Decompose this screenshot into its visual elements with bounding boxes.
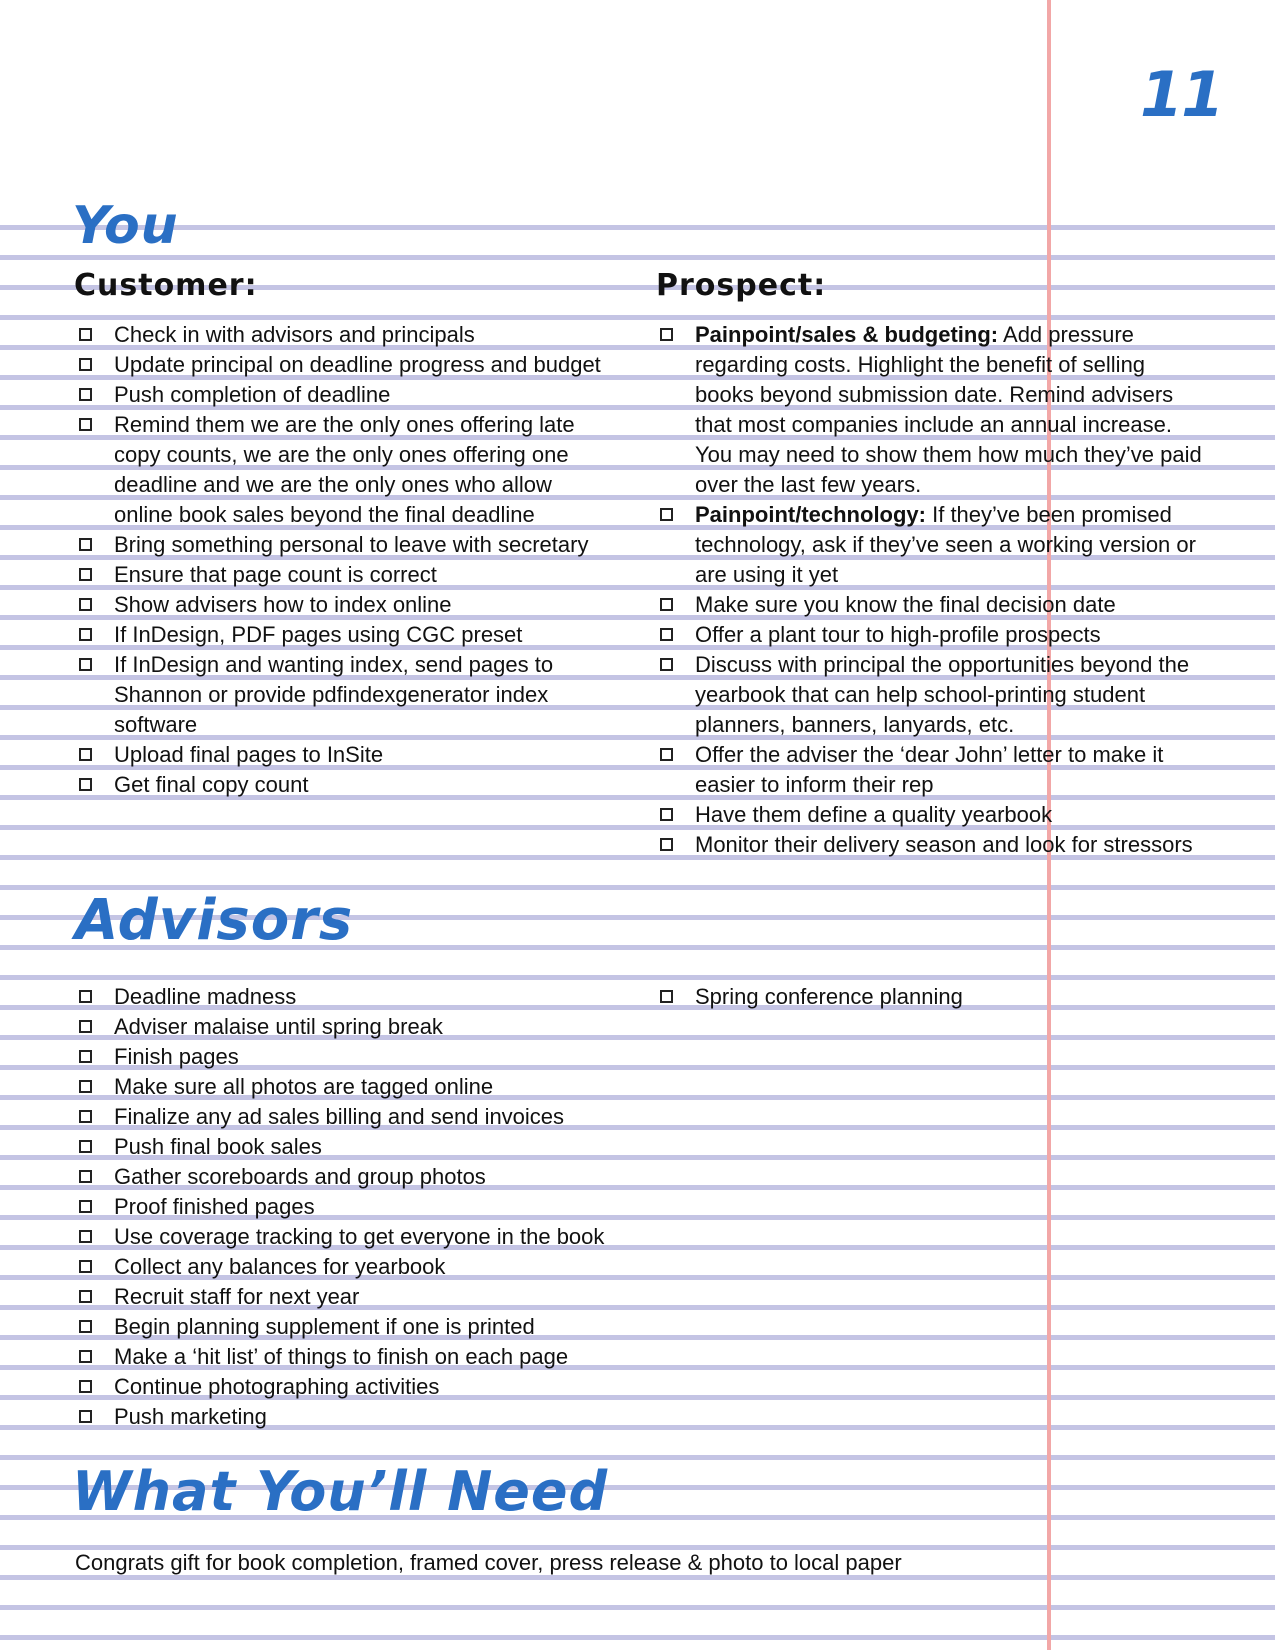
checklist-item-text: Collect any balances for yearbook bbox=[114, 1254, 446, 1279]
checkbox[interactable] bbox=[660, 808, 673, 821]
checkbox[interactable] bbox=[79, 538, 92, 551]
checklist-item bbox=[76, 1132, 636, 1162]
checkbox[interactable] bbox=[660, 748, 673, 761]
checkbox[interactable] bbox=[79, 1080, 92, 1093]
advisors-checklist-right bbox=[657, 982, 1037, 1012]
checkbox[interactable] bbox=[79, 328, 92, 341]
checklist-item-text: Make sure you know the final decision date bbox=[695, 592, 1116, 617]
checklist-item bbox=[76, 410, 616, 530]
checklist-item bbox=[657, 830, 1207, 860]
checkbox[interactable] bbox=[79, 568, 92, 581]
checklist-item bbox=[76, 1012, 636, 1042]
checklist-item-text: Adviser malaise until spring break bbox=[114, 1014, 443, 1039]
checklist-item-text: Bring something personal to leave with secretary bbox=[114, 532, 589, 557]
checklist-item bbox=[657, 650, 1207, 740]
checklist-item-text: Finish pages bbox=[114, 1044, 239, 1069]
checklist-item-text: Make a ‘hit list’ of things to finish on each page bbox=[114, 1344, 569, 1369]
prospect-checklist bbox=[657, 320, 1207, 860]
checkbox[interactable] bbox=[79, 1170, 92, 1183]
checklist-item-text: Make sure all photos are tagged online bbox=[114, 1074, 494, 1099]
checklist-item bbox=[76, 1252, 636, 1282]
checkbox[interactable] bbox=[660, 328, 673, 341]
checkbox[interactable] bbox=[79, 990, 92, 1003]
checklist-item bbox=[76, 1282, 636, 1312]
checklist-item bbox=[76, 560, 616, 590]
checklist-item-text: Use coverage tracking to get everyone in the book bbox=[114, 1224, 605, 1249]
checklist-item bbox=[76, 1072, 636, 1102]
checkbox[interactable] bbox=[79, 358, 92, 371]
checklist-item bbox=[76, 1372, 636, 1402]
checklist-item-text: Offer a plant tour to high-profile prospects bbox=[695, 622, 1101, 647]
section-title-what-youll-need: What You’ll Need bbox=[72, 1460, 609, 1523]
checklist-item-text: Push final book sales bbox=[114, 1134, 322, 1159]
checklist-item-text: If they’ve been promised technology, ask if they’ve seen a working version or are using it yet bbox=[695, 502, 1196, 587]
checklist-item bbox=[76, 1312, 636, 1342]
checkbox[interactable] bbox=[79, 1200, 92, 1213]
page-top-margin bbox=[0, 0, 1275, 222]
checklist-item bbox=[76, 530, 616, 560]
checkbox[interactable] bbox=[79, 1230, 92, 1243]
checklist-item-text: Ensure that page count is correct bbox=[114, 562, 437, 587]
checkbox[interactable] bbox=[79, 658, 92, 671]
section-title-you: You bbox=[72, 196, 179, 256]
checklist-item bbox=[76, 1192, 636, 1222]
checklist-item-text: Recruit staff for next year bbox=[114, 1284, 360, 1309]
checklist-item-text: Monitor their delivery season and look for stressors bbox=[695, 832, 1193, 857]
checkbox[interactable] bbox=[660, 598, 673, 611]
checklist-item-text: If InDesign, PDF pages using CGC preset bbox=[114, 622, 523, 647]
checklist-item bbox=[76, 1402, 636, 1432]
checkbox[interactable] bbox=[79, 628, 92, 641]
customer-heading: Customer: bbox=[74, 268, 258, 303]
checklist-item bbox=[76, 350, 616, 380]
checkbox[interactable] bbox=[79, 1110, 92, 1123]
checklist-item-text: Finalize any ad sales billing and send invoices bbox=[114, 1104, 565, 1129]
checklist-item-label: Painpoint/sales & budgeting: bbox=[695, 322, 999, 347]
prospect-heading: Prospect: bbox=[656, 268, 827, 303]
checkbox[interactable] bbox=[660, 658, 673, 671]
checklist-item-text: Upload final pages to InSite bbox=[114, 742, 384, 767]
checkbox[interactable] bbox=[660, 628, 673, 641]
checklist-item-text: Discuss with principal the opportunities beyond the yearbook that can help school-printing student planners, banners, lanyards, etc. bbox=[695, 652, 1190, 737]
customer-checklist bbox=[76, 320, 616, 800]
checkbox[interactable] bbox=[660, 838, 673, 851]
checklist-item bbox=[76, 1162, 636, 1192]
checklist-item bbox=[76, 1342, 636, 1372]
checklist-item bbox=[76, 650, 616, 740]
checkbox[interactable] bbox=[79, 1260, 92, 1273]
checklist-item-text: Update principal on deadline progress and budget bbox=[114, 352, 601, 377]
checkbox[interactable] bbox=[79, 778, 92, 791]
checklist-item bbox=[657, 800, 1207, 830]
checklist-item-label: Painpoint/technology: bbox=[695, 502, 926, 527]
checklist-item bbox=[657, 590, 1207, 620]
checkbox[interactable] bbox=[79, 1140, 92, 1153]
section-title-advisors: Advisors bbox=[75, 888, 354, 953]
checkbox[interactable] bbox=[79, 598, 92, 611]
checkbox[interactable] bbox=[79, 1320, 92, 1333]
checklist-item-text: Spring conference planning bbox=[695, 984, 963, 1009]
checkbox[interactable] bbox=[79, 1410, 92, 1423]
checklist-item-text: Add pressure regarding costs. Highlight the benefit of selling books beyond submission date. Remind advisers that most companies include an annual increase. You may need to show them how much they’ve paid over the last few years. bbox=[695, 322, 1202, 497]
checkbox[interactable] bbox=[79, 1350, 92, 1363]
checklist-item-text: Get final copy count bbox=[114, 772, 309, 797]
needs-text: Congrats gift for book completion, framed cover, press release & photo to local paper bbox=[75, 1550, 902, 1575]
checklist-item bbox=[76, 982, 636, 1012]
checkbox[interactable] bbox=[660, 508, 673, 521]
checklist-item-text: Push marketing bbox=[114, 1404, 267, 1429]
checkbox[interactable] bbox=[79, 1290, 92, 1303]
checklist-item-text: Check in with advisors and principals bbox=[114, 322, 475, 347]
advisors-checklist-left bbox=[76, 982, 636, 1432]
checklist-item bbox=[76, 1042, 636, 1072]
checklist-item bbox=[657, 500, 1207, 590]
checklist-item-text: Offer the adviser the ‘dear John’ letter to make it easier to inform their rep bbox=[695, 742, 1164, 797]
checklist-item bbox=[657, 620, 1207, 650]
checklist-item-text: Begin planning supplement if one is printed bbox=[114, 1314, 535, 1339]
page-number: 11 bbox=[1140, 58, 1223, 131]
checkbox[interactable] bbox=[79, 1020, 92, 1033]
checklist-item-text: Gather scoreboards and group photos bbox=[114, 1164, 486, 1189]
checklist-item-text: Remind them we are the only ones offering late copy counts, we are the only ones offering one deadline and we are the only ones who allow online book sales beyond the final deadline bbox=[114, 412, 575, 527]
checklist-item bbox=[76, 320, 616, 350]
checklist-item bbox=[76, 1102, 636, 1132]
checklist-item-text: If InDesign and wanting index, send pages to Shannon or provide pdfindexgenerator index software bbox=[114, 652, 554, 737]
checklist-item bbox=[657, 320, 1207, 500]
checklist-item-text: Proof finished pages bbox=[114, 1194, 315, 1219]
checklist-item bbox=[76, 1222, 636, 1252]
checkbox[interactable] bbox=[79, 1050, 92, 1063]
checklist-item-text: Deadline madness bbox=[114, 984, 297, 1009]
checkbox[interactable] bbox=[79, 418, 92, 431]
checklist-item bbox=[76, 590, 616, 620]
checkbox[interactable] bbox=[79, 748, 92, 761]
checklist-item bbox=[76, 740, 616, 770]
checklist-item bbox=[657, 982, 1037, 1012]
checklist-item bbox=[657, 740, 1207, 800]
checklist-item-text: Have them define a quality yearbook bbox=[695, 802, 1053, 827]
checkbox[interactable] bbox=[660, 990, 673, 1003]
checklist-item bbox=[76, 380, 616, 410]
checkbox[interactable] bbox=[79, 388, 92, 401]
checklist-item bbox=[76, 770, 616, 800]
checklist-item-text: Push completion of deadline bbox=[114, 382, 391, 407]
checklist-item-text: Show advisers how to index online bbox=[114, 592, 452, 617]
checklist-item bbox=[76, 620, 616, 650]
checklist-item-text: Continue photographing activities bbox=[114, 1374, 440, 1399]
checkbox[interactable] bbox=[79, 1380, 92, 1393]
